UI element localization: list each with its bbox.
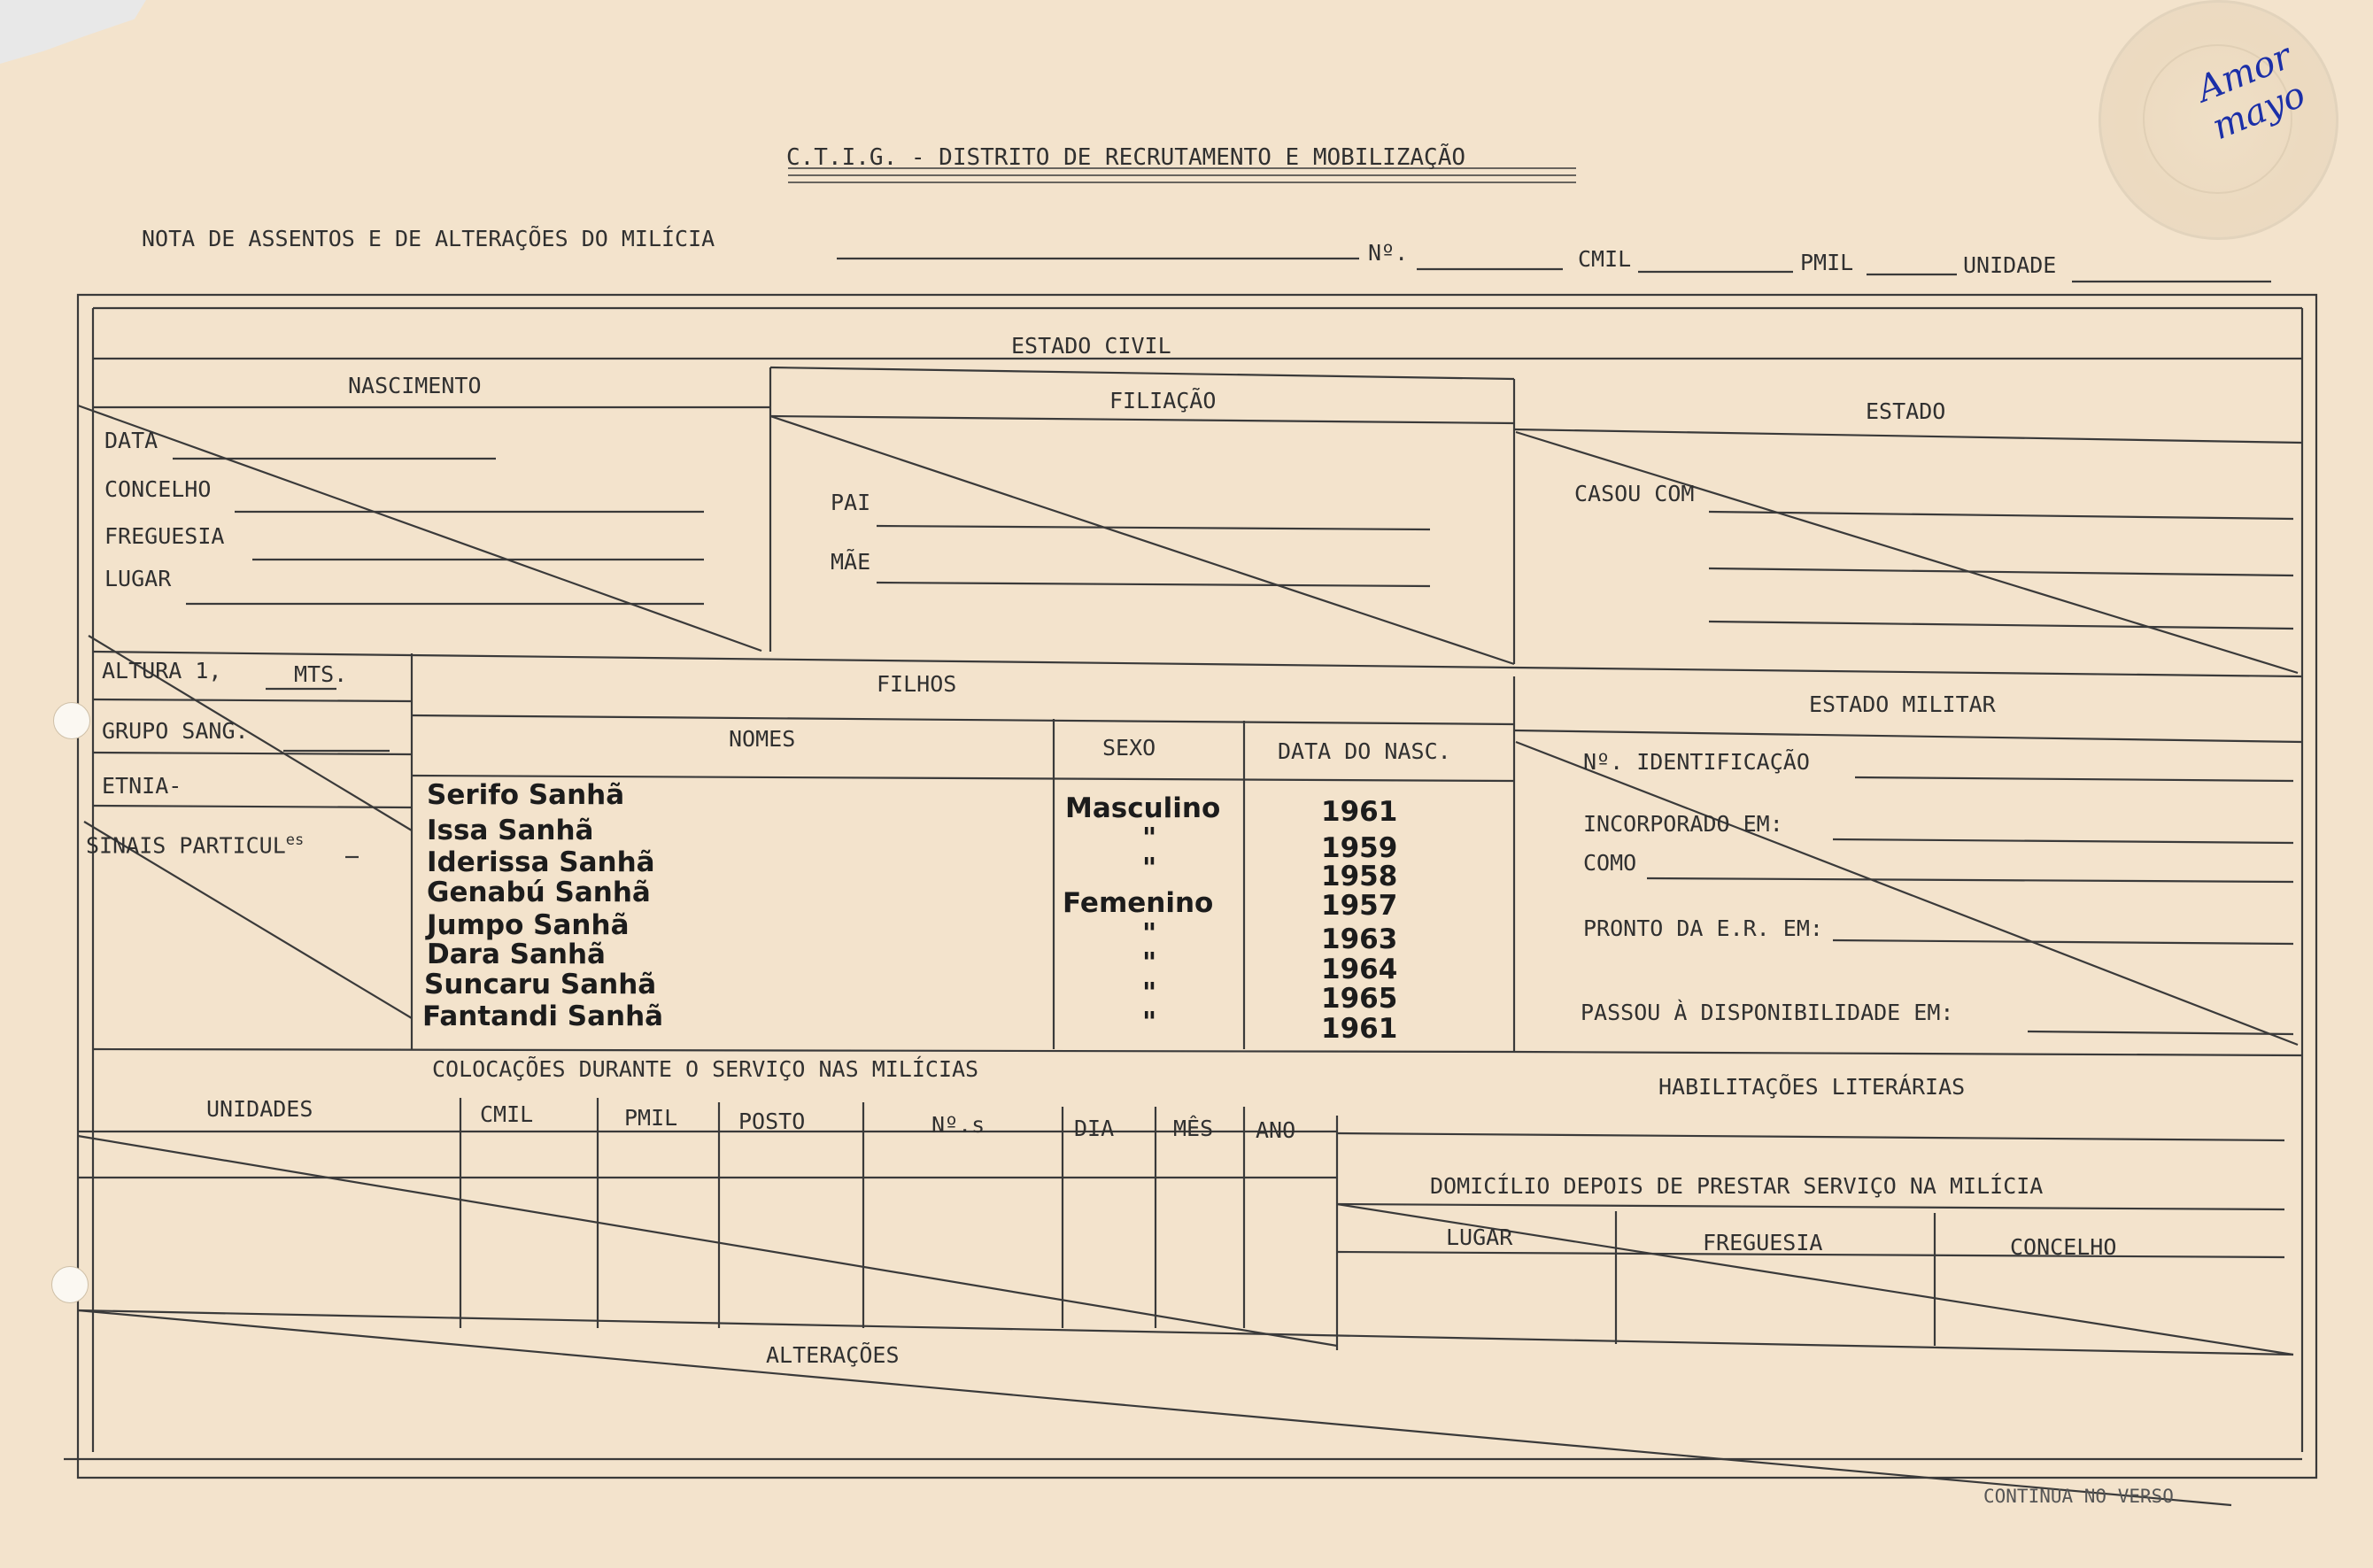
- incorporado-label: INCORPORADO EM:: [1583, 811, 1783, 837]
- filho-ano: 1964: [1321, 954, 1398, 985]
- filho-sexo: Femenino: [1063, 887, 1214, 919]
- filiacao-title: FILIAÇÃO: [1109, 388, 1217, 413]
- col-concelho: CONCELHO: [2010, 1234, 2117, 1260]
- filho-nome: Issa Sanhã: [427, 815, 594, 846]
- filho-nome: Suncaru Sanhã: [424, 969, 657, 1000]
- filhos-title: FILHOS: [877, 671, 957, 697]
- col-pmil: PMIL: [624, 1105, 678, 1131]
- filho-ano: 1965: [1321, 983, 1398, 1015]
- altura-label: ALTURA 1,: [102, 658, 222, 684]
- filho-sexo: ": [1142, 977, 1157, 1009]
- continua-no-verso: CONTINUA NO VERSO: [1983, 1486, 2174, 1507]
- punch-hole: [51, 1266, 89, 1303]
- lugar-label: LUGAR: [104, 566, 172, 591]
- pronto-label: PRONTO DA E.R. EM:: [1583, 915, 1823, 941]
- col-unidades: UNIDADES: [206, 1096, 313, 1122]
- filho-ano: 1957: [1321, 890, 1398, 922]
- filho-nome: Genabú Sanhã: [427, 877, 651, 908]
- filho-sexo: ": [1142, 947, 1157, 979]
- grupo-sang-label: GRUPO SANG.: [102, 718, 249, 744]
- filho-nome: Iderissa Sanhã: [427, 846, 655, 878]
- punch-hole: [53, 702, 90, 739]
- filho-ano: 1961: [1321, 796, 1398, 828]
- col-sexo: SEXO: [1102, 735, 1156, 761]
- col-cmil: CMIL: [480, 1101, 534, 1127]
- filho-ano: 1961: [1321, 1013, 1398, 1045]
- col-lugar: LUGAR: [1446, 1224, 1513, 1250]
- filho-sexo: ": [1142, 1007, 1157, 1039]
- unidade-label: UNIDADE: [1963, 252, 2057, 278]
- document-title: C.T.I.G. - DISTRITO DE RECRUTAMENTO E MOBILIZAÇÃO: [786, 144, 1466, 171]
- passou-label: PASSOU À DISPONIBILIDADE EM:: [1581, 1000, 1954, 1025]
- sinais-label-text: SINAIS PARTICUL: [86, 832, 286, 859]
- sinais-label: [86, 831, 305, 859]
- concelho-label: CONCELHO: [104, 476, 212, 502]
- col-numeros: Nº.s: [931, 1112, 986, 1138]
- estado-title: ESTADO: [1866, 398, 1946, 424]
- filho-nome: Serifo Sanhã: [427, 779, 625, 811]
- cmil-label: CMIL: [1578, 246, 1632, 272]
- col-posto: POSTO: [738, 1108, 806, 1134]
- number-label: Nº.: [1368, 240, 1409, 266]
- data-label: DATA: [104, 428, 158, 453]
- filho-nome: Jumpo Sanhã: [427, 909, 630, 941]
- col-ano: ANO: [1256, 1117, 1296, 1143]
- alteracoes-title: ALTERAÇÕES: [766, 1342, 900, 1368]
- filho-nome: Dara Sanhã: [427, 938, 606, 970]
- filho-sexo: ": [1142, 853, 1157, 884]
- sinais-label-sup: es: [285, 831, 305, 849]
- filho-ano: 1959: [1321, 832, 1398, 864]
- estado-militar-title: ESTADO MILITAR: [1809, 691, 1996, 717]
- handwritten-signature: Amor mayo: [2191, 35, 2311, 149]
- nascimento-title: NASCIMENTO: [348, 373, 482, 398]
- document-subtitle: NOTA DE ASSENTOS E DE ALTERAÇÕES DO MILÍCIA: [142, 226, 715, 251]
- pai-label: PAI: [831, 490, 871, 515]
- identificacao-label: Nº. IDENTIFICAÇÃO: [1583, 749, 1810, 775]
- filho-sexo: Masculino: [1065, 792, 1221, 824]
- domicilio-title: DOMICÍLIO DEPOIS DE PRESTAR SERVIÇO NA MILÍCIA: [1430, 1173, 2044, 1199]
- filho-nome: Fantandi Sanhã: [422, 1000, 664, 1032]
- col-freguesia: FREGUESIA: [1703, 1230, 1823, 1255]
- freguesia-label: FREGUESIA: [104, 523, 225, 549]
- etnia-label: ETNIA-: [102, 773, 182, 799]
- habilitacoes-title: HABILITAÇÕES LITERÁRIAS: [1658, 1074, 1966, 1100]
- col-data-nasc: DATA DO NASC.: [1278, 738, 1451, 764]
- col-nomes: NOMES: [729, 726, 796, 752]
- estado-civil-title: ESTADO CIVIL: [1011, 333, 1171, 359]
- filho-ano: 1963: [1321, 923, 1398, 955]
- casou-com-label: CASOU COM: [1574, 481, 1695, 506]
- como-label: COMO: [1583, 850, 1637, 876]
- pmil-label: PMIL: [1800, 250, 1854, 275]
- col-mes: MÊS: [1173, 1116, 1214, 1141]
- colocacoes-title: COLOCAÇÕES DURANTE O SERVIÇO NAS MILÍCIAS: [432, 1056, 979, 1082]
- filho-ano: 1958: [1321, 861, 1398, 892]
- col-dia: DIA: [1074, 1116, 1115, 1141]
- filho-sexo: ": [1142, 823, 1157, 854]
- mts-label: MTS.: [294, 661, 348, 687]
- filho-sexo: ": [1142, 918, 1157, 950]
- mae-label: MÃE: [831, 549, 871, 575]
